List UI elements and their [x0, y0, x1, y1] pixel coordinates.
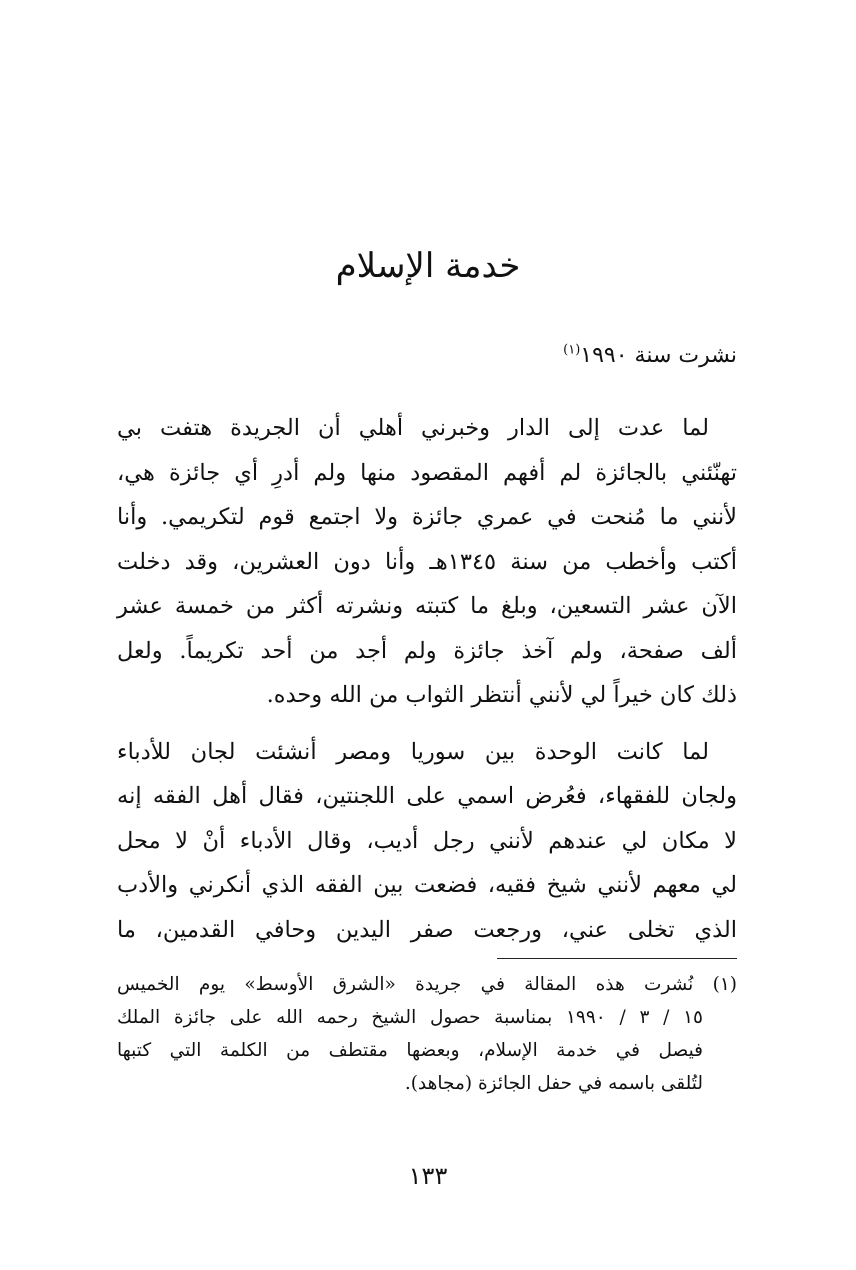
publication-year-text: نشرت سنة ١٩٩٠ — [580, 343, 737, 368]
publication-note — [337, 334, 737, 378]
footnote — [117, 968, 737, 1100]
text-line: ذلك كان خيراً لي لأنني أنتظر الثواب من الله وحده. — [266, 682, 737, 708]
text-line: ولجان للفقهاء، فعُرض اسمي على اللجنتين، فقال أهل الفقه إنه — [117, 783, 737, 809]
text-line: لا مكان لي عندهم لأنني رجل أديب، وقال الأدباء أنْ لا محل — [117, 827, 737, 854]
footnote-reference: (١) — [563, 342, 581, 358]
paragraph-1 — [117, 406, 737, 718]
article-title: خدمة الإسلام — [335, 246, 521, 286]
footnote-line: لتُلقى باسمه في حفل الجائزة (مجاهد). — [404, 1073, 703, 1094]
text-line: الآن عشر التسعين، وبلغ ما كتبته ونشرته أكثر من خمسة عشر — [117, 593, 737, 619]
text-line: الذي تخلى عني، ورجعت صفر اليدين وحافي القدمين، ما — [117, 916, 737, 943]
footnote-line: (١) نُشرت هذه المقالة في جريدة «الشرق الأوسط» يوم الخميس — [117, 974, 737, 995]
text-line: ألف صفحة، ولم آخذ جائزة ولم أجد من أحد تكريماً. ولعل — [117, 637, 737, 664]
article-body — [117, 406, 737, 964]
text-line: لأنني ما مُنحت في عمري جائزة ولا اجتمع قوم لتكريمي. وأنا — [117, 504, 737, 530]
footnote-line: فيصل في خدمة الإسلام، وبعضها مقتطف من الكلمة التي كتبها — [117, 1040, 703, 1061]
text-line: تهنّئني بالجائزة لم أفهم المقصود منها ولم أدرِ أي جائزة هي، — [117, 459, 737, 486]
text-line: لي معهم لأنني شيخ فقيه، فضعت بين الفقه الذي أنكرني والأدب — [117, 872, 737, 898]
footnote-divider — [497, 958, 737, 959]
text-line: لما عدت إلى الدار وخبرني أهلي أن الجريدة هتفت بي — [117, 415, 709, 441]
paragraph-2 — [117, 730, 737, 953]
page-number: ١٣٣ — [408, 1162, 448, 1190]
footnote-line: ١٥ / ٣ / ١٩٩٠ بمناسبة حصول الشيخ رحمه الله على جائزة الملك — [117, 1007, 703, 1028]
text-line: أكتب وأخطب من سنة ١٣٤٥هـ وأنا دون العشرين، وقد دخلت — [117, 548, 737, 575]
text-line: لما كانت الوحدة بين سوريا ومصر أنشئت لجان للأدباء — [117, 738, 709, 765]
